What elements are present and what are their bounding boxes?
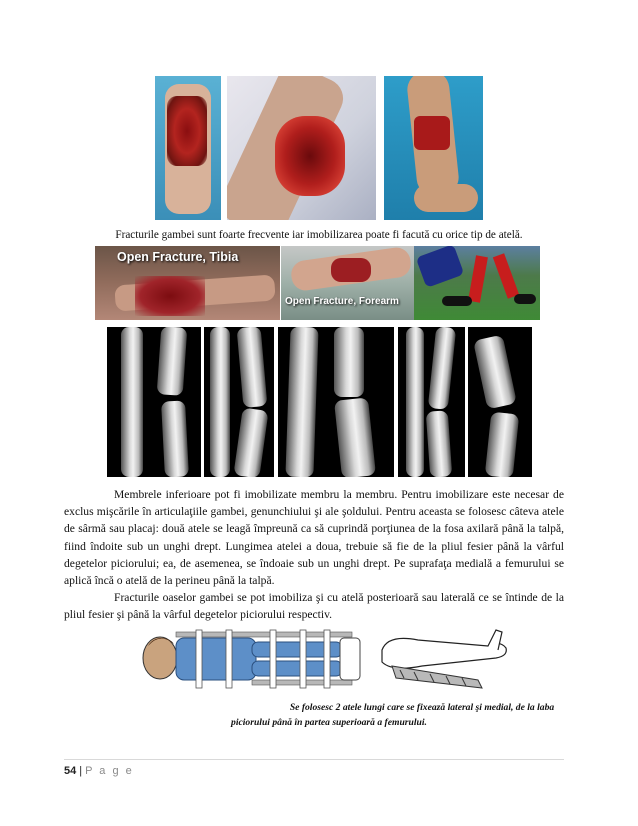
illustration-patient-splints (140, 628, 362, 693)
banner-open-fracture-tibia (95, 246, 280, 320)
body-text (64, 486, 564, 624)
xray-2 (204, 327, 274, 477)
footer-divider (64, 759, 564, 760)
page-label: P a g e (85, 765, 134, 777)
footer-separator: | (79, 765, 83, 777)
banner-open-fracture-forearm (281, 246, 414, 320)
figure-caption-line-1: Se folosesc 2 atele lungi care se fixează lateral şi medial, de la laba (289, 702, 555, 713)
photos-caption: Fracturile gambei sunt foarte frecvente iar imobilizarea poate fi facută cu orice tip de atelă. (115, 229, 523, 241)
xray-4 (398, 327, 465, 477)
figure-caption-line-2: piciorului până în partea superioară a femurului. (231, 717, 427, 728)
illustration-leg-splint (378, 626, 510, 692)
paragraph-lower-limb-immobilization: Membrele inferioare pot fi imobilizate membru la membru. Pentru imobilizare este necesar de exclus mişcările în articulaţiile gambei, genunchiului şi ale şoldului. Pentru aceasta se folosesc câteva atele de sârmă sau placaj: două atele se leagă împreună ca să cuprindă porţiunea de la fosa axilară până la talpă, fiind îndoite sub un unghi drept. Lungimea atelei a doua, trebuie să fie de la pliul fesier până la vârful degetelor piciorului; ea, de asemenea, se îndoaie sub un unghi drept. Pe suprafaţa medială a femurului se aplică încă o atelă de la perineu până la talpă. (64, 488, 564, 588)
xray-5 (468, 327, 532, 477)
xray-1 (107, 327, 201, 477)
page-footer (64, 765, 134, 777)
photo-leg-wound-1 (155, 76, 221, 220)
photo-leg-wound-3 (384, 76, 483, 220)
banner-label-tibia: Open Fracture, Tibia (117, 250, 239, 264)
page-number: 54 (64, 765, 77, 777)
xray-3 (278, 327, 394, 477)
paragraph-leg-bone-fractures: Fracturile oaselor gambei se pot imobiliza şi cu atelă posterioară sau laterală ce se întinde de la pliul fesier şi până la vârful degetelor piciorului respectiv. (64, 591, 564, 622)
banner-label-forearm: Open Fracture, Forearm (285, 296, 399, 307)
photo-leg-wound-2 (227, 76, 376, 220)
photo-football-injury (414, 246, 540, 320)
